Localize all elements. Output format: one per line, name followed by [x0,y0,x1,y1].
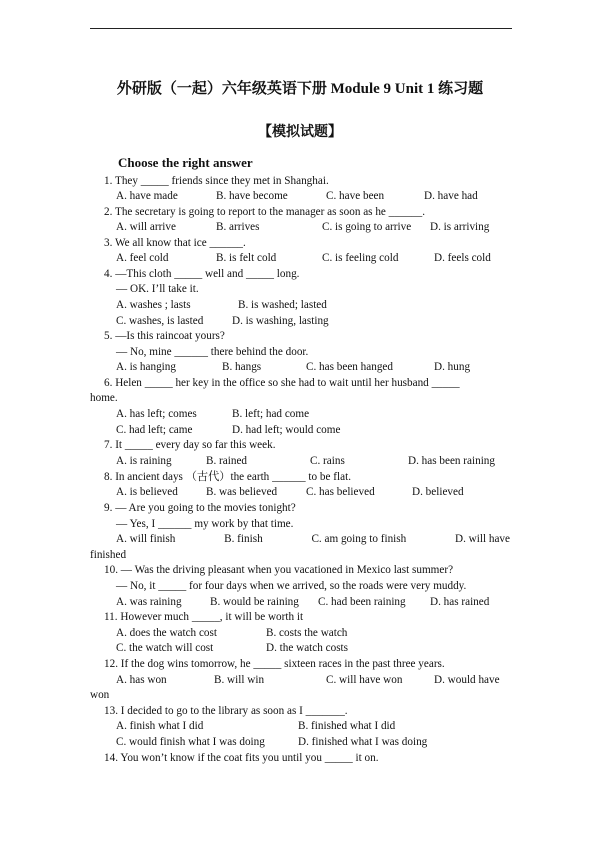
option: C. am going to finish [311,533,407,545]
option: C. has been hanged [306,361,393,373]
option: D. will have [455,533,510,545]
option: C. had left; came [116,424,193,436]
option: D. is washing, lasting [232,315,329,327]
option: D. finished what I was doing [298,736,428,748]
option-continued: finished [90,549,127,561]
option: D. is arriving [430,221,490,233]
option: B. costs the watch [266,627,348,639]
question-stem: 12. If the dog wins tomorrow, he _____ sixteen races in the past three years. [104,658,445,670]
question-stem: 9. — Are you going to the movies tonight? [104,502,296,514]
option: B. finished what I did [298,720,396,732]
question-stem: 10. — Was the driving pleasant when you vacationed in Mexico last summer? [104,564,454,576]
option: C. had been raining [318,596,406,608]
question-stem: 13. I decided to go to the library as soon as I _______. [104,705,348,717]
question-stem: 5. —Is this raincoat yours? [104,330,225,342]
option: D. would have [434,674,500,686]
option: C. is feeling cold [322,252,399,264]
option: A. is believed [116,486,178,498]
exercise-heading: Choose the right answer [118,155,253,170]
option: B. is felt cold [216,252,277,264]
option: A. will arrive [116,221,176,233]
question-stem: 1. They _____ friends since they met in Shanghai. [104,175,329,187]
option: D. feels cold [434,252,491,264]
question-reply: — OK. I’ll take it. [116,283,199,295]
option: D. has rained [430,596,490,608]
option: B. will win [214,674,265,686]
question-reply: — No, mine ______ there behind the door. [116,346,309,358]
option: B. is washed; lasted [238,299,327,311]
option: A. does the watch cost [116,627,217,639]
option: B. finish [224,533,263,545]
option-continued: won [90,689,110,701]
option: C. would finish what I was doing [116,736,265,748]
option: B. was believed [206,486,278,498]
option: A. feel cold [116,252,169,264]
option: D. has been raining [408,455,495,467]
option: C. washes, is lasted [116,315,204,327]
option-row [116,533,510,546]
option: A. finish what I did [116,720,204,732]
question-reply: — No, it _____ for four days when we arrived, so the roads were very muddy. [116,580,467,592]
question-stem: 8. In ancient days （古代）the earth ______ to be flat. [104,471,351,483]
top-rule [90,28,512,29]
option: B. hangs [222,361,262,373]
option: B. have become [216,190,288,202]
question-stem-continued: home. [90,392,118,404]
option: A. has won [116,674,167,686]
option: C. will have won [326,674,403,686]
question-stem: 14. You won’t know if the coat fits you until you _____ it on. [104,752,379,764]
page-title: 外研版（一起）六年级英语下册 Module 9 Unit 1 练习题 [116,81,484,97]
question-stem: 7. It _____ every day so far this week. [104,439,276,451]
option: B. arrives [216,221,260,233]
option: C. the watch will cost [116,642,214,654]
option: B. left; had come [232,408,310,420]
option: A. washes ; lasts [116,299,191,311]
option: C. have been [326,190,385,202]
option: A. have made [116,190,178,202]
option: D. have had [424,190,478,202]
option: D. had left; would come [232,424,341,436]
section-subtitle: 【模拟试题】 [258,125,342,140]
option: B. rained [206,455,248,467]
option: D. the watch costs [266,642,349,654]
option: A. was raining [116,596,182,608]
stem-text: 6. Helen _____ her key in the office so she had to wait until her husband _____ [104,377,460,389]
question-stem: 4. —This cloth _____ well and _____ long. [104,268,300,280]
option: C. has believed [306,486,375,498]
option: D. believed [412,486,464,498]
option: A. will finish [116,533,176,545]
question-stem [104,377,510,390]
option: C. is going to arrive [322,221,412,233]
option: D. hung [434,361,471,373]
question-stem: 3. We all know that ice ______. [104,237,246,249]
option: A. has left; comes [116,408,197,420]
option: C. rains [310,455,345,467]
option: A. is hanging [116,361,176,373]
question-stem: 11. However much _____, it will be worth it [104,611,304,623]
question-stem: 2. The secretary is going to report to the manager as soon as he ______. [104,206,426,218]
question-reply: — Yes, I ______ my work by that time. [116,518,294,530]
option: B. would be raining [210,596,299,608]
option: A. is raining [116,455,172,467]
